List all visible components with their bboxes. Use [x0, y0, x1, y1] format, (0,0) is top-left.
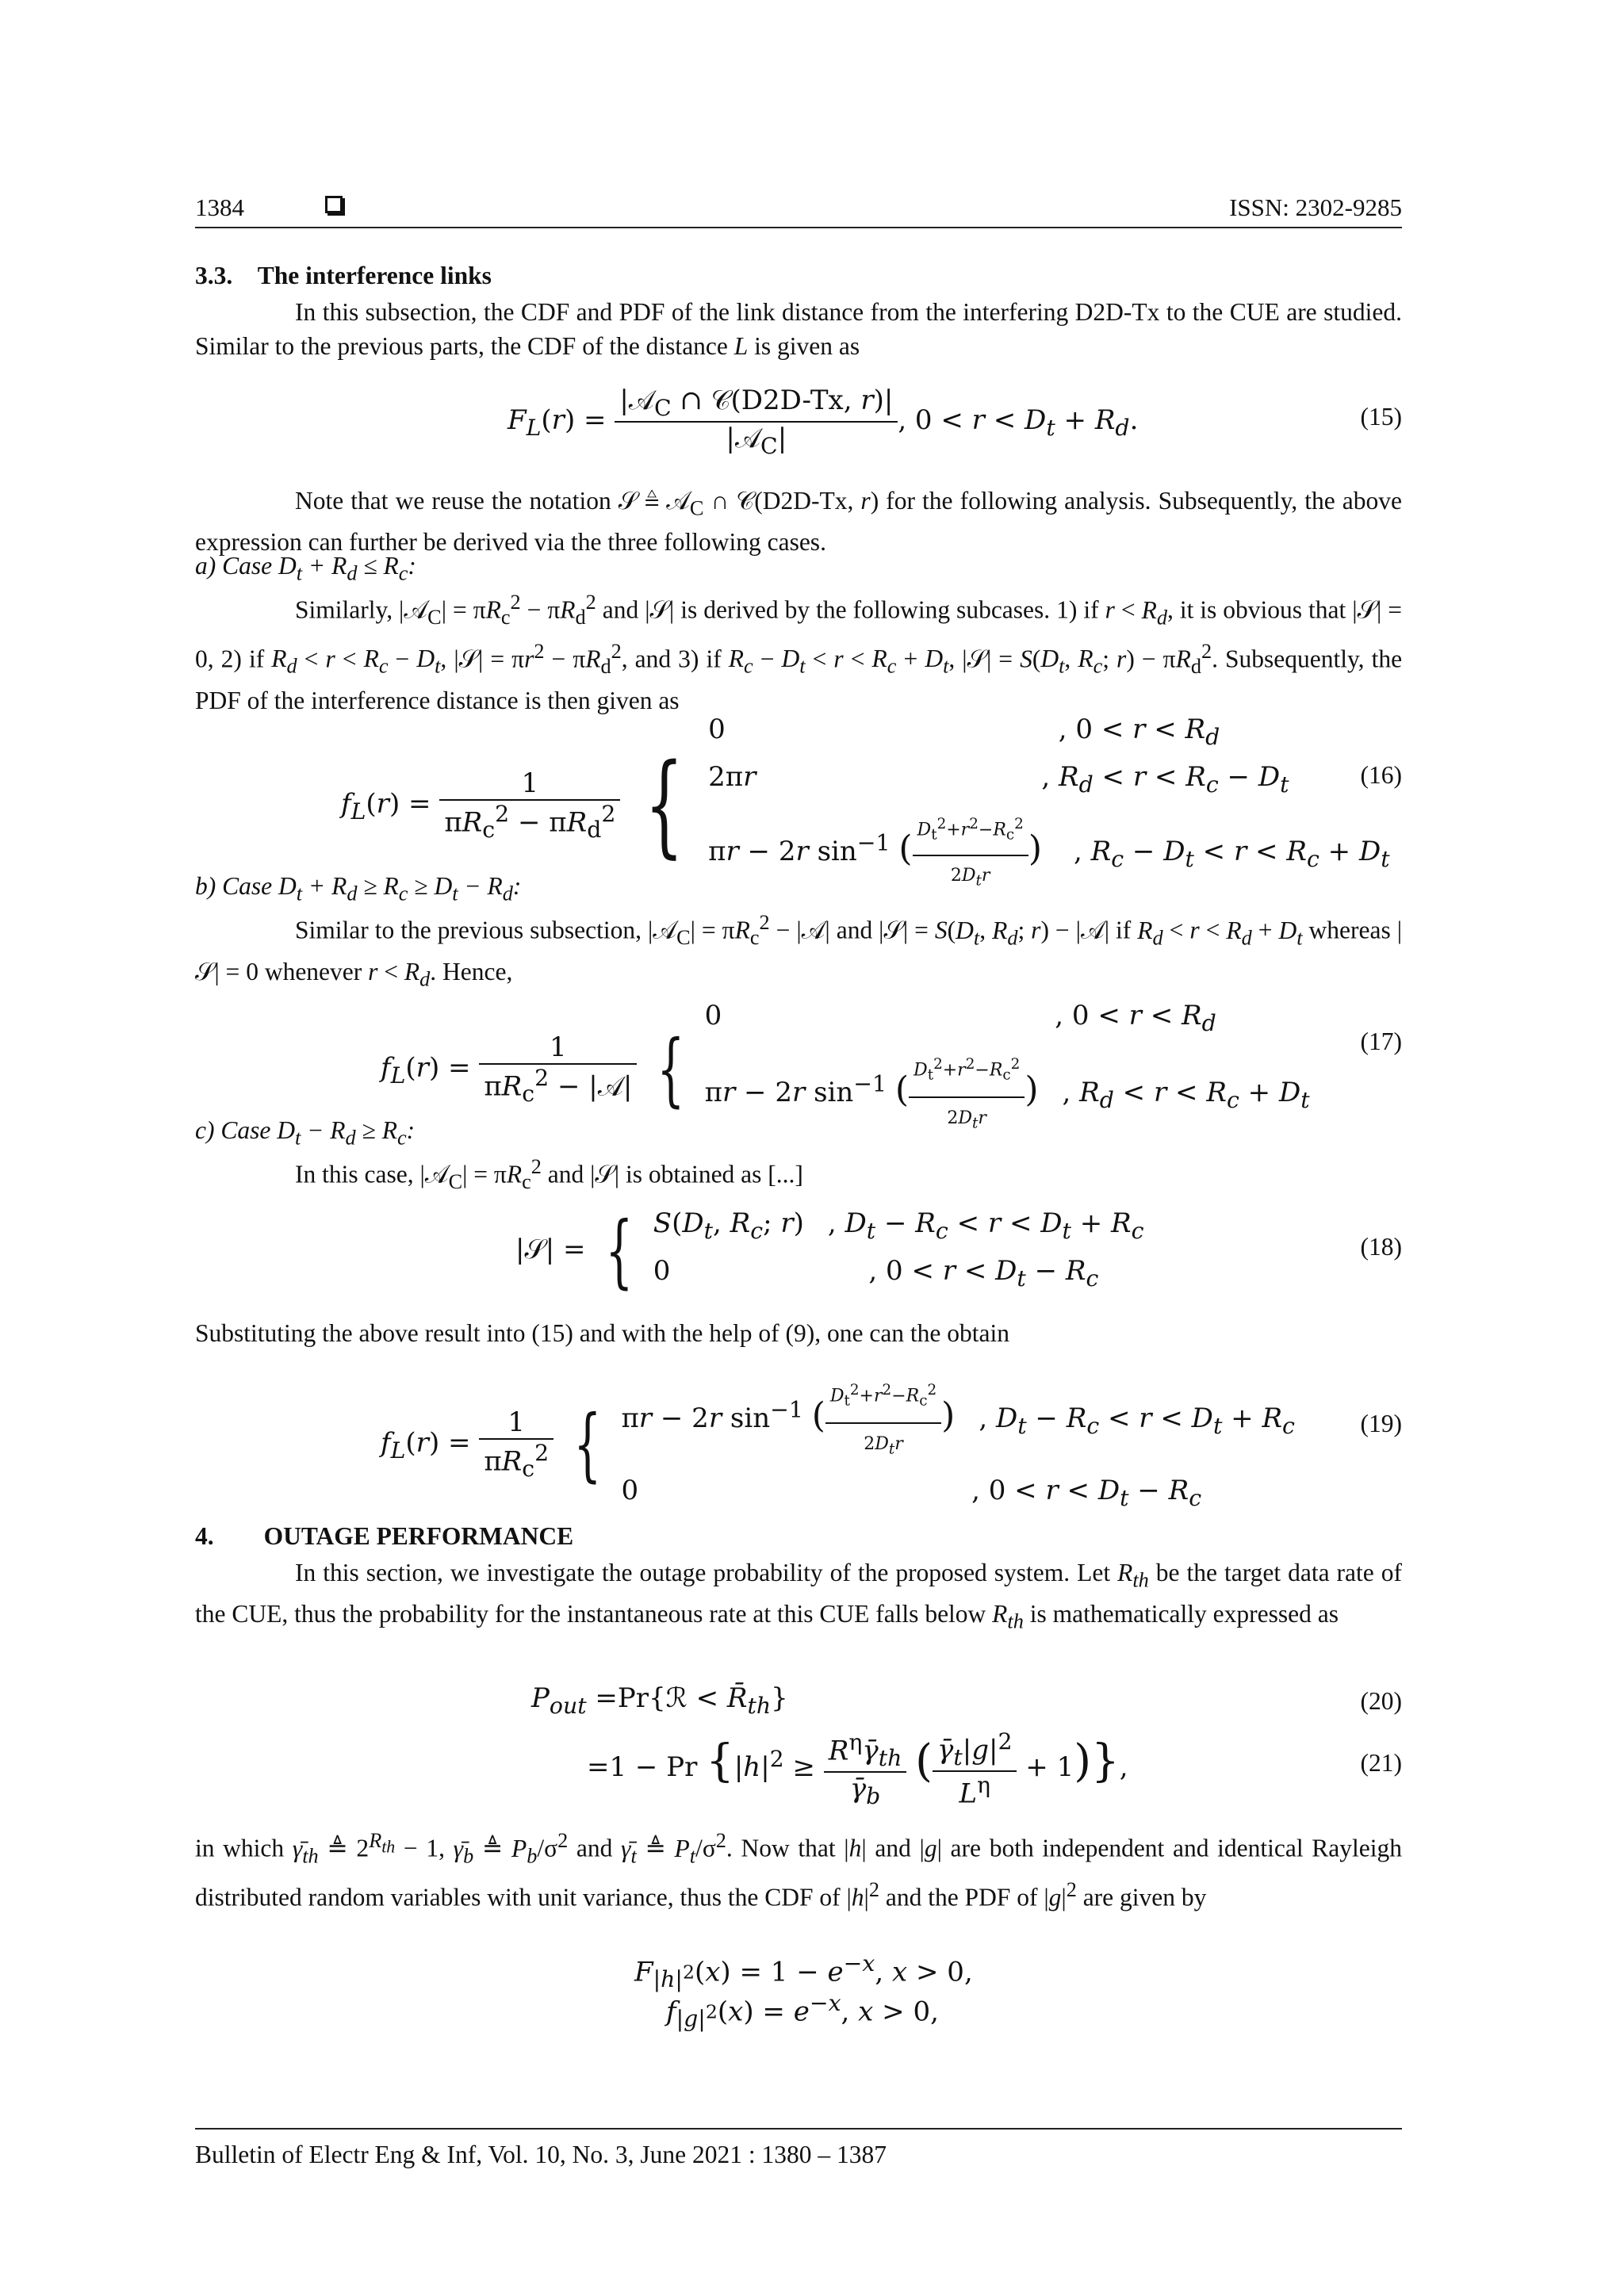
equation-19-number: (19) — [1360, 1410, 1402, 1437]
case-c-text: In this case, |𝒜$_C$| = $\pi R_c^2$ and |𝒮| is obtained as [...] — [295, 1155, 803, 1193]
case-b-text: Similar to the previous subsection, |𝒜$_C$| = $\pi R_c^2$ − |𝒜| and |𝒮| = $S(D_t$, $R_d$; r) − |𝒜| if $R_d < r < R_d + D_t$ whereas |𝒮| = 0 whenever $r < R_d$. Hence, — [195, 911, 1403, 991]
equation-19: $f_L(r)$ = $\frac{1}{\pi R_c^2}$ { πr − 2r $\sin^{-1}$ ( $\frac{D_t^2+r^2-R_c^2}{2D_tr}$ ) , $D_t - R_c < r < D_t + R_c$ 0 , $0 < r < D_t - R_c$ — [381, 1370, 1295, 1519]
equation-20: $P_{out}$ =Pr{ℛ < $R̄_{th}$} — [531, 1682, 788, 1719]
square-box-icon — [325, 196, 343, 213]
equation-18-number: (18) — [1360, 1233, 1402, 1261]
equation-17-number: (17) — [1360, 1027, 1402, 1055]
case-c-heading: c) Case $D_t - R_d \ge R_c$: — [195, 1116, 416, 1150]
footer-rule — [195, 2128, 1402, 2130]
equation-15: $F_L(r)$ = $\frac{|𝒜_C \cap 𝒞(D2D-Tx, r)|}{|𝒜_C|}$ , $0 < r < D_t + R_d$. — [508, 385, 1139, 459]
section-3-3-paragraph-1: In this subsection, the CDF and PDF of the link distance from the interfering D2D-Tx to the CUE are studied. Similar to the previous parts, the CDF of the distance L is given as — [195, 298, 1402, 360]
equation-16: $f_L(r)$ = $\frac{1}{\pi R_c^2 - \pi R_d^2}$ { 0 , $0 < r < R_d$ 2πr , $R_d < r < R_c - D_t$ πr − 2r $\sin^{-1}$ ( $\frac{D_t^2+r^2-R_c^2}{2D_tr}$ ) , $R_c - D_t < r < R_c + D_t$ — [341, 714, 1390, 890]
section-3-3-title: 3.3. The interference links — [195, 262, 492, 289]
case-b-heading: b) Case $D_t + R_d \ge R_c \ge D_t - R_d$: — [195, 872, 522, 905]
equation-pdf-g: $f_{|g|^2}(x) = e^{-x}$, x > 0, — [666, 1990, 939, 2033]
footer-citation: Bulletin of Electr Eng & Inf, Vol. 10, No. 3, June 2021 : 1380 – 1387 — [195, 2141, 887, 2168]
equation-cdf-h: $F_{|h|^2}(x) = 1 - e^{-x}$, x > 0, — [634, 1950, 973, 1993]
equation-15-number: (15) — [1360, 403, 1402, 430]
section-4-paragraph-1: In this section, we investigate the outage probability of the proposed system. Let $R_{th}$ be the target data rate of the CUE, thus the probability for the instantaneous rate at this CUE falls below $R_{th}$ is mathematically expressed as — [195, 1559, 1402, 1633]
section-4-paragraph-2: in which $\gammā_{th}$ ≜ $2^{R_{th}} - 1$, $\gammā_b$ ≜ $P_b/\sigma^2$ and $\gammā_t$ ≜ $P_t/\sigma^2$. Now that |h| and |g| are both independent and identical Rayleigh distributed random variables with unit variance, thus the CDF of $|h|^2$ and the PDF of $|g|^2$ are given by — [195, 1829, 1402, 1911]
equation-17: $f_L(r)$ = $\frac{1}{\pi R_c^2 - |𝒜|}$ { 0 , $0 < r < R_d$ πr − 2r $\sin^{-1}$ ( $\frac{D_t^2+r^2-R_c^2}{2D_tr}$ ) , $R_d < r < R_c + D_t$ — [381, 1000, 1310, 1131]
page-number: 1384 — [195, 193, 244, 221]
section-4-title: 4. OUTAGE PERFORMANCE — [195, 1522, 574, 1550]
section-3-3-paragraph-2: Note that we reuse the notation 𝒮 ≜ 𝒜$_C$ ∩ 𝒞(D2D-Tx, r) for the following analysis. Subsequently, the above expression can further be derived via the three following cases. — [195, 487, 1402, 557]
equation-16-number: (16) — [1360, 761, 1402, 789]
section-3-3-paragraph-3: Substituting the above result into (15) and with the help of (9), one can the obtain — [195, 1319, 1010, 1347]
issn: ISSN: 2302-9285 — [1229, 193, 1402, 221]
equation-21: =1 − Pr {$|h|^2$ ≥ $\frac{R^\eta\gammā_{th}}{\gammā_b}$ ( $\frac{\gammā_t|g|^2}{L^\eta}$ + 1)}, — [587, 1728, 1128, 1810]
header-rule — [195, 227, 1402, 228]
equation-18: |𝒮| = { $S(D_t$, $R_c$; r) , $D_t - R_c < r < D_t + R_c$ 0 , $0 < r < D_t - R_c$ — [515, 1203, 1144, 1297]
case-a-heading: a) Case $D_t + R_d \le R_c$: — [195, 552, 416, 585]
equation-20-number: (20) — [1360, 1687, 1402, 1715]
case-a-text: Similarly, |𝒜$_C$| = $\pi R_c^2 - \pi R_d^2$ and |𝒮| is derived by the following subcases. 1) if $r < R_d$, it is obvious that |𝒮| = 0, 2) if $R_d < r < R_c - D_t$, |𝒮| = $\pi r^2 - \pi R_d^2$, and 3) if $R_c - D_t < r < R_c + D_t$, |𝒮| = $S(D_t$, $R_c$; $r) - \pi R_d^2$. Subsequently, the PDF of the interference distance is then given as — [195, 591, 1403, 714]
equation-21-number: (21) — [1360, 1749, 1402, 1777]
